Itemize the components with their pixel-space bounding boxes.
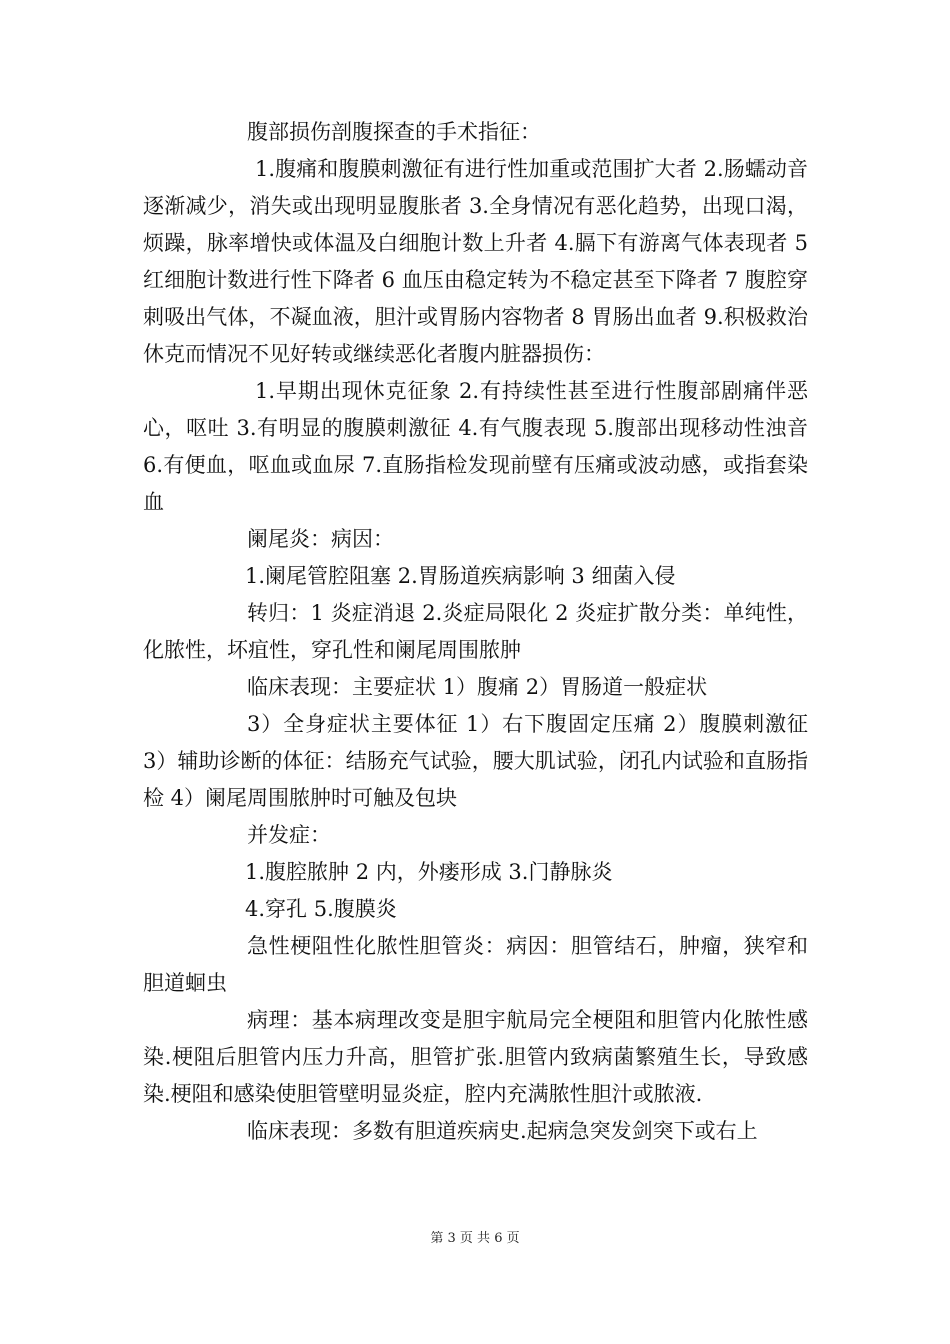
paragraph-indications-list: 1.腹痛和腹膜刺激征有进行性加重或范围扩大者 2.肠蠕动音逐渐减少，消失或出现明显腹胀者 3.全身情况有恶化趋势，出现口渴，烦躁，脉率增快或体温及白细胞计数上升者 4.膈下有游离气体表现者 5 红细胞计数进行性下降者 6 血压由稳定转为不稳定甚至下降者 7 腹腔穿刺吸出气体，不凝血液，胆汁或胃肠内容物者 8 胃肠出血者 9.积极救治休克而情况不见好转或继续恶化者腹内脏器损伤： — [143, 157, 808, 366]
paragraph-clinical-symptoms: 临床表现：主要症状 1）腹痛 2）胃肠道一般症状 — [247, 675, 708, 699]
paragraph-organ-injury: 1.早期出现休克征象 2.有持续性甚至进行性腹部剧痛伴恶心，呕吐 3.有明显的腹膜刺激征 4.有气腹表现 5.腹部出现移动性浊音 6.有便血，呕血或血尿 7.直肠指检发现前壁有压痛或波动感，或指套染血 — [143, 379, 808, 514]
paragraph-heading-indications: 腹部损伤剖腹探查的手术指征： — [247, 120, 541, 144]
paragraph-complications-1: 1.腹腔脓肿 2 内，外瘘形成 3.门静脉炎 — [245, 860, 613, 884]
paragraph-clinical-signs: 3）全身症状主要体征 1）右下腹固定压痛 2）腹膜刺激征 3）辅助诊断的体征：结肠充气试验，腰大肌试验，闭孔内试验和直肠指检 4）阑尾周围脓肿时可触及包块 — [143, 712, 808, 810]
paragraph-cholangitis-cause: 急性梗阻性化脓性胆管炎：病因：胆管结石，肿瘤，狭窄和胆道蛔虫 — [143, 934, 808, 995]
paragraph-complications-2: 4.穿孔 5.腹膜炎 — [245, 897, 397, 921]
footer-middle: 页 共 — [455, 1231, 495, 1246]
paragraph-appendicitis-cause-heading: 阑尾炎：病因： — [247, 527, 394, 551]
total-page-count: 6 — [494, 1231, 503, 1246]
paragraph-complications-heading: 并发症： — [247, 823, 331, 847]
document-body — [143, 114, 808, 1150]
paragraph-clinical-presentation: 临床表现：多数有胆道疾病史.起病急突发剑突下或右上 — [247, 1119, 758, 1143]
footer-suffix: 页 — [502, 1231, 520, 1246]
paragraph-outcome-classification: 转归：1 炎症消退 2.炎症局限化 2 炎症扩散分类：单纯性，化脓性，坏疽性，穿孔性和阑尾周围脓肿 — [143, 601, 808, 662]
current-page-number: 3 — [447, 1231, 456, 1246]
page-footer — [0, 1230, 950, 1248]
paragraph-pathology: 病理：基本病理改变是胆宇航局完全梗阻和胆管内化脓性感染.梗阻后胆管内压力升高，胆管扩张.胆管内致病菌繁殖生长，导致感染.梗阻和感染使胆管壁明显炎症，腔内充满脓性胆汁或脓液. — [143, 1008, 808, 1106]
paragraph-appendicitis-causes: 1.阑尾管腔阻塞 2.胃肠道疾病影响 3 细菌入侵 — [245, 564, 676, 588]
footer-prefix: 第 — [430, 1231, 448, 1246]
